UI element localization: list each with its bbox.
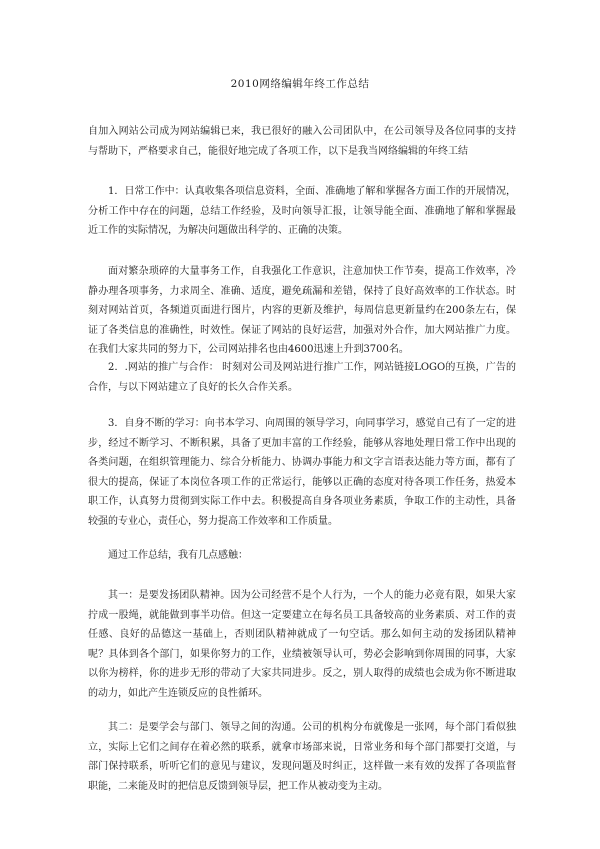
paragraph-communication: 其二：是要学会与部门、领导之间的沟通。公司的机构分布就像是一张网，每个部门看似独立，实际上它们之间存在着必然的联系，就拿市场部来说，日常业务和每个部门都要打交道，与部门保持联系，听听它们的意见与建议，发现问题及时纠正，这样做一来有效的发挥了各项监督职能，二来能及时的把信息反馈到领导层，把工作从被动变为主动。 bbox=[88, 722, 516, 792]
document-title: 2010网络编辑年终工作总结 bbox=[230, 78, 370, 90]
paragraph-affairs: 面对繁杂琐碎的大量事务工作，自我强化工作意识，注意加快工作节奏，提高工作效率，冷静办理各项事务，力求周全、准确、适度，避免疏漏和差错，保持了良好高效率的工作状态。时刻对网站首页，各频道页面进行图片，内容的更新及维护，每周信息更新量约在200条左右，保证了各类信息的准确性，时效性。保证了网站的良好运营，加强对外合作，加大网站推广力度。在我们大家共同的努力下，公司网站排名也由4600迅速上升到3700名。 bbox=[88, 266, 516, 355]
paragraph-intro: 自加入网站公司成为网站编辑已来，我已很好的融入公司团队中，在公司领导及各位同事的支持与帮助下，严格要求自己，能很好地完成了各项工作，以下是我当网络编辑的年终工结 bbox=[88, 126, 516, 157]
paragraph-daily-work: 1．日常工作中：认真收集各项信息资料，全面、准确地了解和掌握各方面工作的开展情况，分析工作中存在的问题，总结工作经验，及时向领导汇报，让领导能全面、准确地了解和掌握最近工作的实际情况，为解决问题做出科学的、正确的决策。 bbox=[88, 186, 516, 236]
paragraph-reflection-lead: 通过工作总结，我有几点感触： bbox=[108, 550, 248, 561]
paragraph-learning: 3．自身不断的学习：向书本学习、向周围的领导学习，向同事学习，感觉自己有了一定的进步，经过不断学习、不断积累，具备了更加丰富的工作经验，能够从容地处理日常工作中出现的各类问题，在组织管理能力、综合分析能力、协调办事能力和文字言语表达能力等方面，都有了很大的提高，保证了本岗位各项工作的正常运行，能够以正确的态度对待各项工作任务，热爱本职工作，认真努力贯彻到实际工作中去。积极提高自身各项业务素质，争取工作的主动性，具备较强的专业心，责任心，努力提高工作效率和工作质量。 bbox=[88, 418, 516, 527]
paragraph-promotion: 2．.网站的推广与合作： 时刻对公司及网站进行推广工作，网站链接LOGO的互换，广告的合作，与以下网站建立了良好的长久合作关系。 bbox=[88, 362, 516, 393]
paragraph-teamwork: 其一：是要发扬团队精神。因为公司经营不是个人行为，一个人的能力必竟有限，如果大家拧成一股绳，就能做到事半功倍。但这一定要建立在每名员工具备较高的业务素质、对工作的责任感、良好的品德这一基础上，否则团队精神就成了一句空话。那么如何主动的发扬团队精神呢？具体到各个部门，如果你努力的工作，业绩被领导认可，势必会影响到你周围的同事，大家以你为榜样，你的进步无形的带动了大家共同进步。反之，别人取得的成绩也会成为你不断进取的动力，如此产生连锁反应的良性循环。 bbox=[88, 590, 516, 699]
